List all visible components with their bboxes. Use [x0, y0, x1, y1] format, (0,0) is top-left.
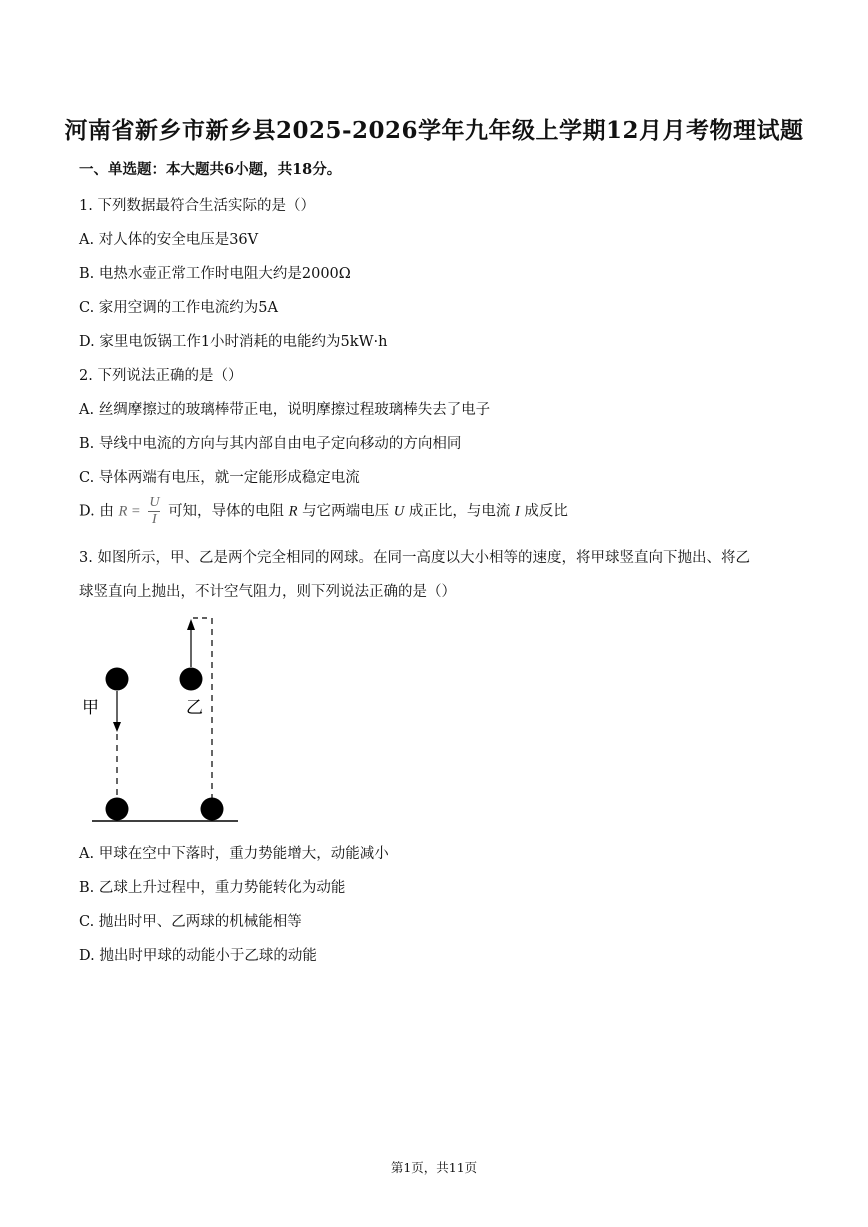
option-d-text-4: 成反比 [524, 503, 568, 520]
question-3-stem-line-1: 3. 如图所示，甲、乙是两个完全相同的网球。在同一高度以大小相等的速度，将甲球竖直向下抛出、将乙 [79, 550, 750, 566]
diagram-svg [80, 612, 250, 828]
section-heading: 一、单选题：本大题共6小题，共18分。 [79, 161, 342, 178]
ball-yi-end [201, 798, 224, 821]
option-d-text-2: 与它两端电压 [302, 503, 390, 520]
question-3-option-d: D. 抛出时甲球的动能小于乙球的动能 [79, 948, 317, 964]
formula-fraction [148, 496, 160, 527]
ball-jia-start [106, 668, 129, 691]
option-d-prefix: D. 由 [79, 503, 114, 520]
question-1-option-a: A. 对人体的安全电压是36V [79, 232, 259, 248]
question-2-option-b: B. 导线中电流的方向与其内部自由电子定向移动的方向相同 [79, 436, 462, 452]
label-jia: 甲 [82, 698, 99, 718]
question-1-option-c: C. 家用空调的工作电流约为5A [79, 300, 278, 316]
label-yi: 乙 [186, 698, 203, 718]
fraction-numerator: U [149, 495, 160, 510]
var-i: I [514, 503, 520, 520]
yi-arrow-head [187, 619, 195, 630]
question-1-option-b: B. 电热水壶正常工作时电阻大约是2000Ω [79, 266, 351, 282]
jia-arrow-head [113, 722, 121, 732]
ball-yi-start [180, 668, 203, 691]
question-1-stem: 1. 下列数据最符合生活实际的是（） [79, 198, 315, 214]
question-2-option-a: A. 丝绸摩擦过的玻璃棒带正电，说明摩擦过程玻璃棒失去了电子 [79, 402, 491, 418]
page-footer: 第1页，共11页 [390, 1160, 478, 1175]
question-2-option-d [79, 496, 568, 527]
var-r: R [288, 503, 298, 520]
question-3-stem-line-2: 球竖直向上抛出，不计空气阻力，则下列说法正确的是（） [79, 584, 456, 600]
question-3-option-c: C. 抛出时甲、乙两球的机械能相等 [79, 914, 302, 930]
option-d-text-1: 可知，导体的电阻 [168, 503, 285, 520]
page-title: 河南省新乡市新乡县2025-2026学年九年级上学期12月月考物理试题 [64, 117, 804, 144]
question-2-stem: 2. 下列说法正确的是（） [79, 368, 243, 384]
ball-throw-diagram [80, 612, 250, 832]
question-1-option-d: D. 家里电饭锅工作1小时消耗的电能约为5kW·h [79, 334, 388, 350]
question-3-option-a: A. 甲球在空中下落时，重力势能增大，动能减小 [79, 846, 389, 862]
question-3-option-b: B. 乙球上升过程中，重力势能转化为动能 [79, 880, 346, 896]
question-2-option-c: C. 导体两端有电压，就一定能形成稳定电流 [79, 470, 360, 486]
formula-lhs: R = [118, 503, 141, 520]
fraction-denominator: I [152, 512, 157, 527]
var-u: U [393, 503, 405, 520]
option-d-text-3: 成正比，与电流 [408, 503, 511, 520]
ball-jia-end [106, 798, 129, 821]
